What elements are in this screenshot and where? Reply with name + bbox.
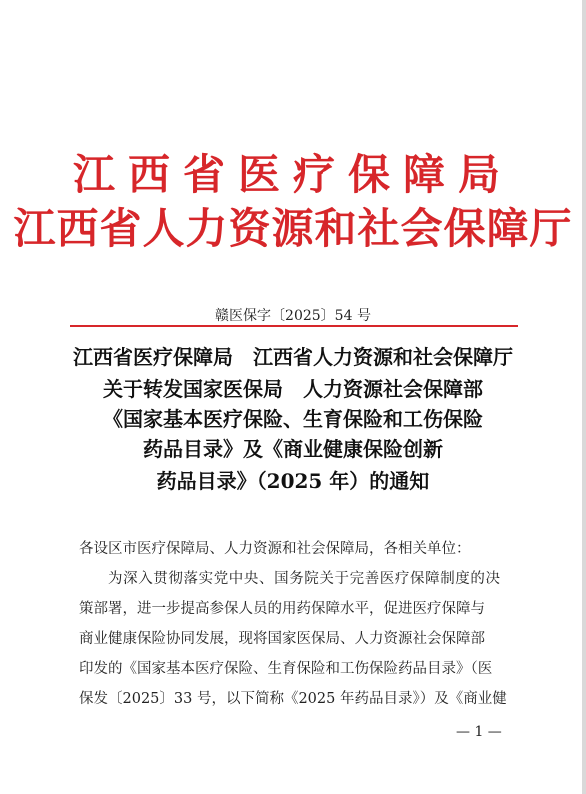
title-line: 江西省医疗保障局 江西省人力资源和社会保障厅 [73,345,513,369]
salutation: 各设区市医疗保障局、人力资源和社会保障局，各相关单位： [79,541,471,557]
title-line: 关于转发国家医保局 人力资源社会保障部 [103,377,483,401]
title-line: 《国家基本医疗保险、生育保险和工伤保险 [103,407,483,431]
title-line: 药品目录》（2025 年）的通知 [156,469,430,493]
body-line: 印发的《国家基本医疗保险、生育保险和工伤保险药品目录》（医 [79,661,493,677]
body-line: 保发〔2025〕33 号，以下简称《2025 年药品目录》）及《商业健 [79,691,507,707]
body-line: 为深入贯彻落实党中央、国务院关于完善医疗保障制度的决 [108,571,501,587]
title-line: 药品目录》及《商业健康保险创新 [143,437,443,461]
issuing-org-1: 江西省医疗保障局 [72,150,513,199]
page-number: — 1 — [456,724,502,740]
body-line: 策部署，进一步提高参保人员的用药保障水平，促进医疗保障与 [79,601,485,617]
red-divider [70,325,518,327]
body-line: 商业健康保险协同发展，现将国家医保局、人力资源社会保障部 [79,631,485,647]
document-number: 赣医保字〔2025〕54 号 [215,308,371,324]
issuing-org-2: 江西省人力资源和社会保障厅 [13,204,573,253]
